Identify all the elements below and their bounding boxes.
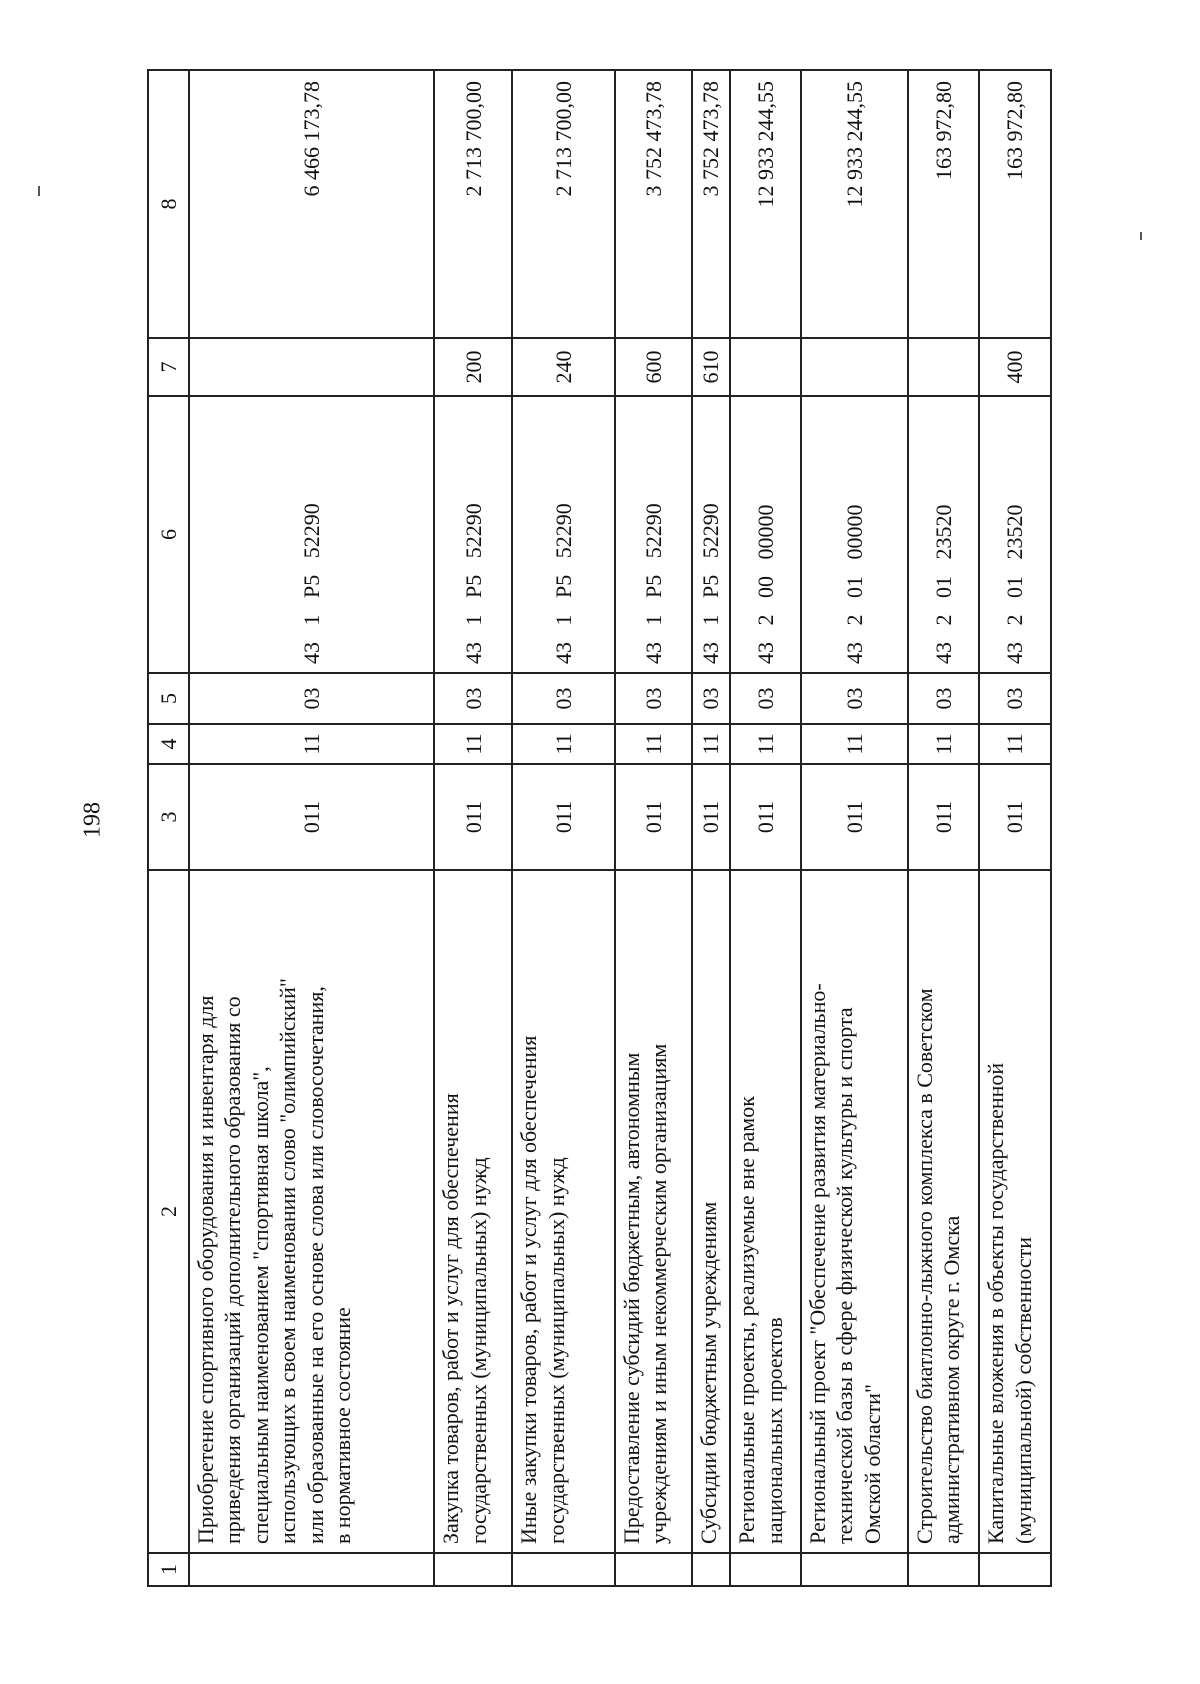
code-3-cell: 011 — [801, 764, 908, 870]
amount-cell: 3 752 473,78 — [615, 70, 692, 338]
table-row — [801, 70, 908, 1586]
code-5-cell: 03 — [730, 673, 801, 724]
code-3-cell: 011 — [730, 764, 801, 870]
code-5-cell: 03 — [692, 673, 730, 724]
description-cell: Закупка товаров, работ и услуг для обеспечения государственных (муниципальных) нужд — [434, 870, 512, 1553]
column-number: 2 — [148, 870, 189, 1553]
code-3-cell: 011 — [512, 764, 615, 870]
code-4-cell: 11 — [692, 724, 730, 764]
column-number: 8 — [148, 70, 189, 338]
row-index-cell — [801, 1553, 908, 1586]
description-cell: Субсидии бюджетным учреждениям — [692, 870, 730, 1553]
table-row — [692, 70, 730, 1586]
code-4-cell: 11 — [908, 724, 980, 764]
description-cell: Региональные проекты, реализуемые вне рамок национальных проектов — [730, 870, 801, 1553]
budget-table — [147, 69, 1052, 1587]
description-cell: Иные закупки товаров, работ и услуг для обеспечения государственных (муниципальных) нужд — [512, 870, 615, 1553]
code-4-cell: 11 — [801, 724, 908, 764]
column-number-row — [148, 70, 189, 1586]
description-cell: Приобретение спортивного оборудования и инвентаря для приведения организаций дополнительного образования со специальным наименованием "спортивная школа", использующих в своем наименовании слово "олимпийский" или образованные на его основе слова или словосочетания, в нормативное состояние — [189, 870, 435, 1553]
target-article-cell: 43 2 00 00000 — [730, 396, 801, 673]
code-4-cell: 11 — [615, 724, 692, 764]
target-article-cell: 43 1 P5 52290 — [434, 396, 512, 673]
amount-cell: 12 933 244,55 — [801, 70, 908, 338]
row-index-cell — [979, 1553, 1051, 1586]
code-5-cell: 03 — [615, 673, 692, 724]
code-5-cell: 03 — [512, 673, 615, 724]
code-3-cell: 011 — [434, 764, 512, 870]
page-number: 198 — [79, 802, 106, 838]
target-article-cell: 43 1 P5 52290 — [615, 396, 692, 673]
code-4-cell: 11 — [512, 724, 615, 764]
expense-type-cell — [189, 338, 435, 396]
column-number: 5 — [148, 673, 189, 724]
column-number: 7 — [148, 338, 189, 396]
code-3-cell: 011 — [979, 764, 1051, 870]
code-5-cell: 03 — [979, 673, 1051, 724]
amount-cell: 6 466 173,78 — [189, 70, 435, 338]
table-row — [434, 70, 512, 1586]
amount-cell: 12 933 244,55 — [730, 70, 801, 338]
amount-cell: 163 972,80 — [908, 70, 980, 338]
code-4-cell: 11 — [189, 724, 435, 764]
code-4-cell: 11 — [730, 724, 801, 764]
code-3-cell: 011 — [692, 764, 730, 870]
table-row — [615, 70, 692, 1586]
code-5-cell: 03 — [434, 673, 512, 724]
target-article-cell: 43 2 01 00000 — [801, 396, 908, 673]
target-article-cell: 43 1 P5 52290 — [692, 396, 730, 673]
description-cell: Предоставление субсидий бюджетным, автономным учреждениям и иным некоммерческим организациям — [615, 870, 692, 1553]
target-article-cell: 43 2 01 23520 — [908, 396, 980, 673]
code-3-cell: 011 — [189, 764, 435, 870]
row-index-cell — [692, 1553, 730, 1586]
column-number: 1 — [148, 1553, 189, 1586]
code-5-cell: 03 — [801, 673, 908, 724]
code-5-cell: 03 — [189, 673, 435, 724]
row-index-cell — [908, 1553, 980, 1586]
code-3-cell: 011 — [615, 764, 692, 870]
target-article-cell: 43 2 01 23520 — [979, 396, 1051, 673]
row-index-cell — [730, 1553, 801, 1586]
amount-cell: 2 713 700,00 — [512, 70, 615, 338]
code-5-cell: 03 — [908, 673, 980, 724]
code-3-cell: 011 — [908, 764, 980, 870]
row-index-cell — [615, 1553, 692, 1586]
expense-type-cell: 400 — [979, 338, 1051, 396]
scan-speck — [1140, 232, 1142, 240]
scan-speck — [38, 186, 40, 196]
row-index-cell — [189, 1553, 435, 1586]
column-number: 4 — [148, 724, 189, 764]
table-row — [189, 70, 435, 1586]
description-cell: Региональный проект "Обеспечение развития материально- технической базы в сфере физической культуры и спорта Омской области" — [801, 870, 908, 1553]
expense-type-cell: 240 — [512, 338, 615, 396]
expense-type-cell: 600 — [615, 338, 692, 396]
amount-cell: 3 752 473,78 — [692, 70, 730, 338]
expense-type-cell: 610 — [692, 338, 730, 396]
description-cell: Строительство биатлонно-лыжного комплекса в Советском административном округе г. Омска — [908, 870, 980, 1553]
description-cell: Капитальные вложения в объекты государственной (муниципальной) собственности — [979, 870, 1051, 1553]
amount-cell: 2 713 700,00 — [434, 70, 512, 338]
expense-type-cell — [908, 338, 980, 396]
expense-type-cell — [730, 338, 801, 396]
row-index-cell — [434, 1553, 512, 1586]
target-article-cell: 43 1 P5 52290 — [512, 396, 615, 673]
code-4-cell: 11 — [434, 724, 512, 764]
table-row — [979, 70, 1051, 1586]
budget-table-rotated — [147, 71, 1052, 1587]
expense-type-cell — [801, 338, 908, 396]
row-index-cell — [512, 1553, 615, 1586]
code-4-cell: 11 — [979, 724, 1051, 764]
column-number: 6 — [148, 396, 189, 673]
table-row — [908, 70, 980, 1586]
expense-type-cell: 200 — [434, 338, 512, 396]
amount-cell: 163 972,80 — [979, 70, 1051, 338]
target-article-cell: 43 1 P5 52290 — [189, 396, 435, 673]
table-row — [730, 70, 801, 1586]
table-row — [512, 70, 615, 1586]
column-number: 3 — [148, 764, 189, 870]
